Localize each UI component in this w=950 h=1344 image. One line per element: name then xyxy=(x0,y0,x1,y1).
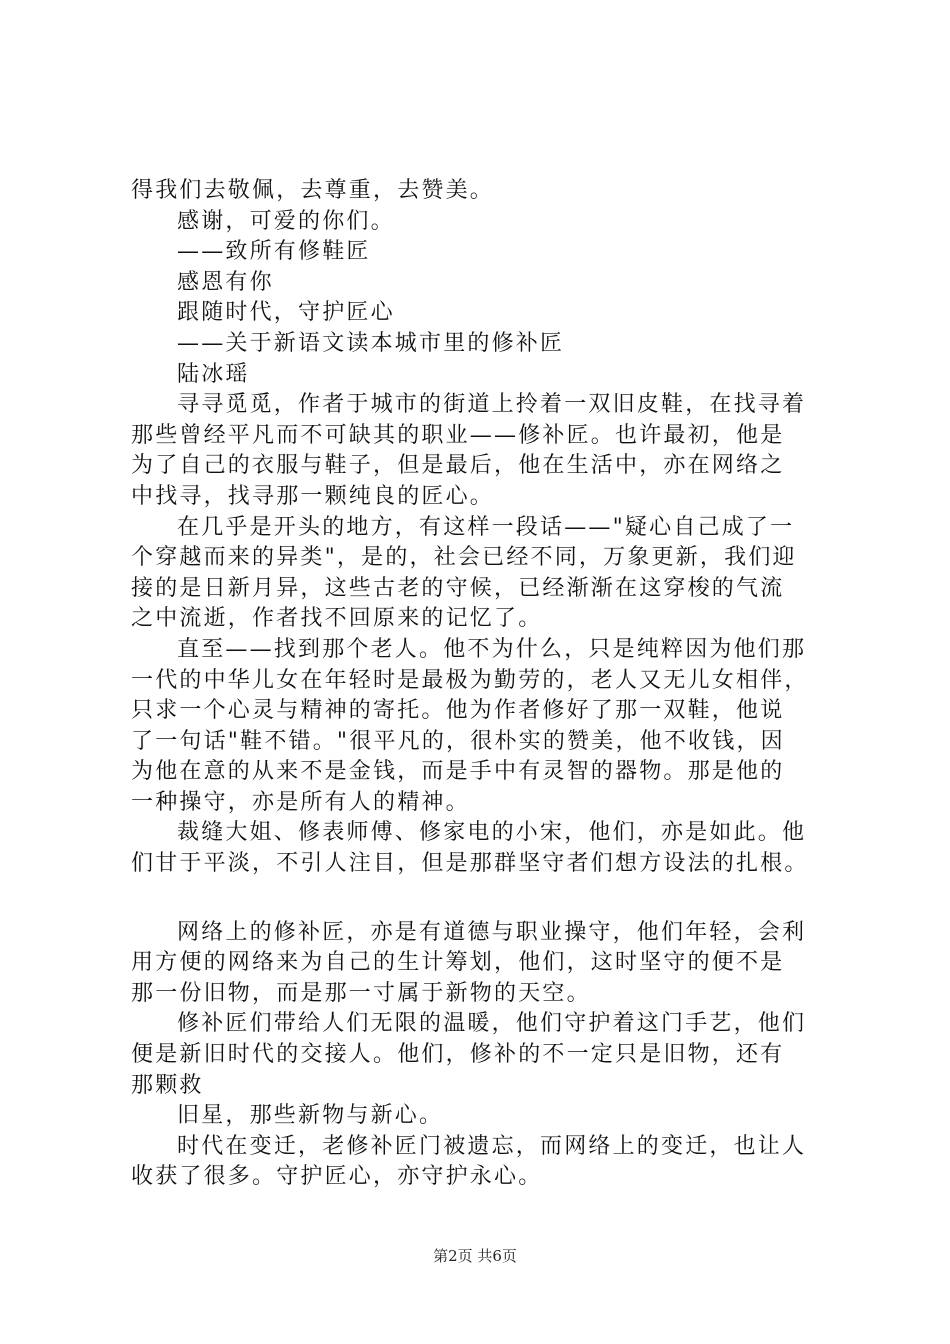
text-line: 为了自己的衣服与鞋子，但是最后，他在生活中，亦在网络之 xyxy=(131,453,785,479)
text-line: 旧星，那些新物与新心。 xyxy=(177,1103,444,1129)
article-subtitle: ——关于新语文读本城市里的修补匠 xyxy=(177,330,565,356)
text-line: 们甘于平淡，不引人注目，但是那群坚守者们想方设法的扎根。 xyxy=(131,851,809,877)
text-line: 感谢，可爱的你们。 xyxy=(177,208,395,234)
document-body xyxy=(131,176,851,1193)
text-line: 那颗救 xyxy=(131,1072,204,1098)
text-line: 为他在意的从来不是金钱，而是手中有灵智的器物。那是他的 xyxy=(131,759,785,785)
text-line: 在几乎是开头的地方，有这样一段话——"疑心自己成了一 xyxy=(177,514,795,540)
text-line: 网络上的修补匠，亦是有道德与职业操守，他们年轻，会利 xyxy=(177,919,807,945)
text-line: 时代在变迁，老修补匠门被遗忘，而网络上的变迁，也让人 xyxy=(177,1133,807,1159)
text-line: 一代的中华儿女在年轻时是最极为勤劳的，老人又无儿女相伴， xyxy=(131,667,809,693)
text-line: 之中流逝，作者找不回原来的记忆了。 xyxy=(131,606,543,632)
text-line: ——致所有修鞋匠 xyxy=(177,239,371,265)
text-line: 只求一个心灵与精神的寄托。他为作者修好了那一双鞋，他说 xyxy=(131,698,785,724)
text-line: 中找寻，找寻那一颗纯良的匠心。 xyxy=(131,483,495,509)
text-line: 接的是日新月异，这些古老的守候，已经渐渐在这穿梭的气流 xyxy=(131,575,785,601)
paragraph-gap xyxy=(131,880,851,918)
text-line: 用方便的网络来为自己的生计筹划，他们，这时坚守的便不是 xyxy=(131,950,785,976)
text-line: 收获了很多。守护匠心，亦守护永心。 xyxy=(131,1164,543,1190)
article-title: 跟随时代，守护匠心 xyxy=(177,300,395,326)
text-line: 修补匠们带给人们无限的温暖，他们守护着这门手艺，他们 xyxy=(177,1011,807,1037)
text-line: 那一份旧物，而是那一寸属于新物的天空。 xyxy=(131,980,591,1006)
text-line: 便是新旧时代的交接人。他们，修补的不一定只是旧物，还有 xyxy=(131,1042,785,1068)
text-line: 裁缝大姐、修表师傅、修家电的小宋，他们，亦是如此。他 xyxy=(177,820,807,846)
text-line: 一种操守，亦是所有人的精神。 xyxy=(131,789,470,815)
text-line: 那些曾经平凡而不可缺其的职业——修补匠。也许最初，他是 xyxy=(131,422,785,448)
text-line: 了一句话"鞋不错。"很平凡的，很朴实的赞美，他不收钱，因 xyxy=(131,728,785,754)
text-line: 个穿越而来的异类"，是的，社会已经不同，万象更新，我们迎 xyxy=(131,545,797,571)
text-line: 直至——找到那个老人。他不为什么，只是纯粹因为他们那 xyxy=(177,636,807,662)
section-title: 感恩有你 xyxy=(177,269,274,295)
text-line: 寻寻觅觅，作者于城市的街道上拎着一双旧皮鞋，在找寻着 xyxy=(177,392,807,418)
author-name: 陆冰瑶 xyxy=(177,361,250,387)
page-number-footer: 第2页 共6页 xyxy=(433,1247,517,1265)
text-line: 得我们去敬佩，去尊重，去赞美。 xyxy=(131,178,495,203)
